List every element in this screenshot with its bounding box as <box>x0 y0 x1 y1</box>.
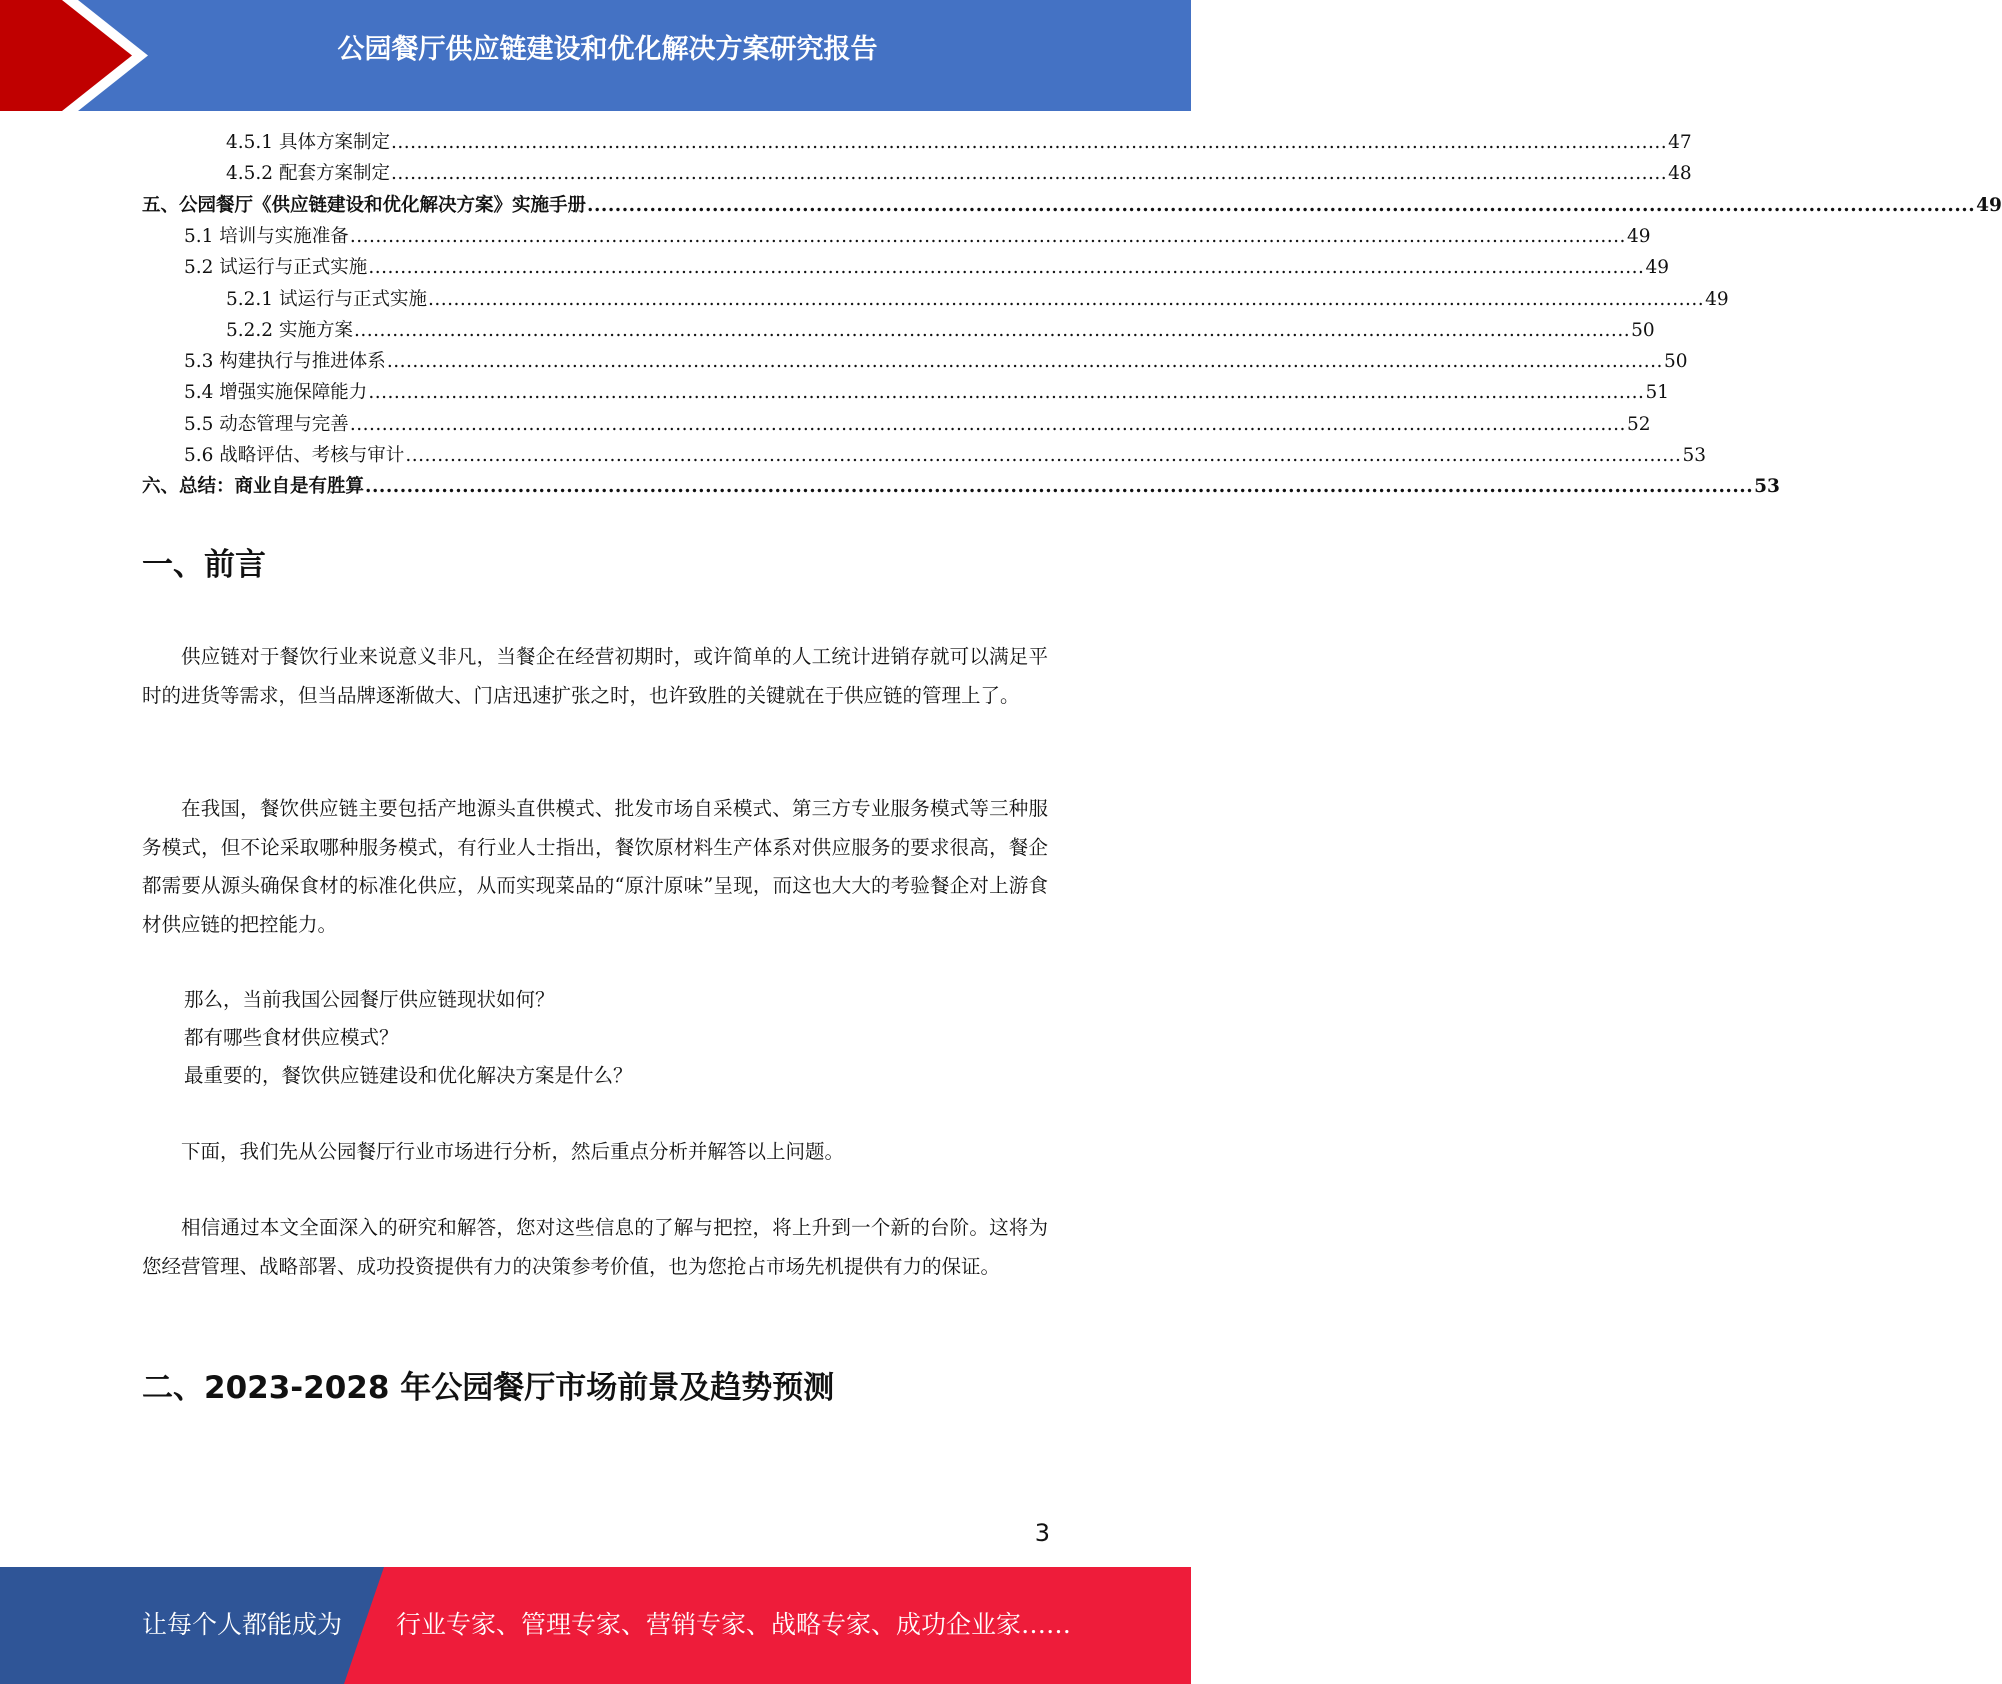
toc-entry[interactable] <box>184 346 1688 377</box>
footer-slogan-right: 行业专家、管理专家、营销专家、战略专家、成功企业家…… <box>396 1610 1072 1639</box>
preface-paragraph: 相信通过本文全面深入的研究和解答，您对这些信息的了解与把控，将上升到一个新的台阶。这将为您经营管理、战略部署、成功投资提供有力的决策参考价值，也为您抢占市场先机提供有力的保证。 <box>142 1216 1048 1278</box>
preface-heading: 一、前言 <box>142 547 266 583</box>
toc-entry-page: 50 <box>1631 319 1655 341</box>
market-outlook-heading: 二、2023-2028 年公园餐厅市场前景及趋势预测 <box>142 1370 835 1406</box>
preface-paragraph: 在我国，餐饮供应链主要包括产地源头直供模式、批发市场自采模式、第三方专业服务模式等三种服务模式，但不论采取哪种服务模式，有行业人士指出，餐饮原材料生产体系对供应服务的要求很高，餐企都需要从源头确保食材的标准化供应，从而实现菜品的“原汁原味”呈现，而这也大大的考验餐企对上游食材供应链的把控能力。 <box>142 797 1048 936</box>
toc-leader-dots: ........................................................................................................................................................................................................ <box>390 163 1668 185</box>
toc-leader-dots: ........................................................................................................................................................................................................ <box>587 194 1976 216</box>
toc-leader-dots: ........................................................................................................................................................................................................ <box>349 225 1626 247</box>
footer-slogan-left: 让每个人都能成为 <box>142 1610 343 1639</box>
preface-paragraph: 供应链对于餐饮行业来说意义非凡，当餐企在经营初期时，或许简单的人工统计进销存就可以满足平时的进货等需求，但当品牌逐渐做大、门店迅速扩张之时，也许致胜的关键就在于供应链的管理上了。 <box>142 645 1048 707</box>
toc-leader-dots: ........................................................................................................................................................................................................ <box>427 288 1705 310</box>
toc-leader-dots: ........................................................................................................................................................................................................ <box>405 445 1682 466</box>
toc-entry[interactable] <box>226 284 1729 315</box>
toc-leader-dots: ........................................................................................................................................................................................................ <box>349 413 1626 435</box>
toc-entry-label: 六、总结：商业自是有胜算 <box>142 476 365 498</box>
footer-banner <box>0 1567 1191 1684</box>
toc-entry-label: 4.5.2 配套方案制定 <box>226 163 390 185</box>
toc-entry-label: 五、公园餐厅《供应链建设和优化解决方案》实施手册 <box>142 194 587 216</box>
toc-entry-page: 49 <box>1626 225 1651 247</box>
toc-entry-label: 5.2.2 实施方案 <box>226 319 353 341</box>
toc-entry-label: 5.2.1 试运行与正式实施 <box>226 288 427 310</box>
toc-entry-label: 5.2 试运行与正式实施 <box>184 257 368 279</box>
toc-entry-page: 47 <box>1668 132 1692 153</box>
toc-leader-dots: ........................................................................................................................................................................................................ <box>386 351 1663 373</box>
preface-paragraph: 下面，我们先从公园餐厅行业市场进行分析，然后重点分析并解答以上问题。 <box>181 1140 845 1163</box>
toc-leader-dots: ........................................................................................................................................................................................................ <box>365 476 1754 498</box>
toc-entry[interactable] <box>184 409 1651 440</box>
toc-entry[interactable] <box>184 252 1669 283</box>
question-line: 那么，当前我国公园餐厅供应链现状如何？ <box>184 988 555 1011</box>
toc-leader-dots: ........................................................................................................................................................................................................ <box>390 132 1668 153</box>
toc-entry-page: 49 <box>1705 288 1729 310</box>
toc-leader-dots: ........................................................................................................................................................................................................ <box>353 319 1631 341</box>
toc-entry[interactable] <box>226 315 1655 346</box>
toc-entry-label: 5.1 培训与实施准备 <box>184 225 349 247</box>
toc-entry-page: 48 <box>1668 163 1692 185</box>
toc-entry[interactable] <box>184 221 1651 252</box>
page-number: 3 <box>1034 1519 1050 1547</box>
toc-leader-dots: ........................................................................................................................................................................................................ <box>368 382 1645 404</box>
toc-entry-page: 50 <box>1663 351 1688 373</box>
toc-entry-page: 53 <box>1754 476 1780 498</box>
toc-entry-page: 52 <box>1626 413 1651 435</box>
toc-entry-page: 53 <box>1682 445 1706 466</box>
toc-entry[interactable] <box>184 377 1669 408</box>
toc-entry-label: 5.4 增强实施保障能力 <box>184 382 368 404</box>
document-title: 公园餐厅供应链建设和优化解决方案研究报告 <box>337 34 878 65</box>
toc-leader-dots: ........................................................................................................................................................................................................ <box>368 257 1645 279</box>
toc-entry-page: 49 <box>1976 194 2002 216</box>
toc-entry[interactable] <box>142 190 2002 221</box>
toc-entry-label: 4.5.1 具体方案制定 <box>226 132 390 153</box>
toc-entry-label: 5.6 战略评估、考核与审计 <box>184 445 405 466</box>
toc-entry[interactable] <box>142 471 1780 502</box>
toc-entry[interactable] <box>184 440 1706 471</box>
toc-entry-label: 5.5 动态管理与完善 <box>184 413 349 435</box>
question-line: 最重要的，餐饮供应链建设和优化解决方案是什么？ <box>184 1064 633 1087</box>
toc-entry[interactable] <box>226 127 1692 158</box>
toc-entry-page: 49 <box>1645 257 1669 279</box>
toc-entry-label: 5.3 构建执行与推进体系 <box>184 351 386 373</box>
toc-entry-page: 51 <box>1645 382 1669 404</box>
toc-entry[interactable] <box>226 158 1692 189</box>
header-banner <box>0 0 1191 111</box>
question-line: 都有哪些食材供应模式？ <box>184 1026 399 1049</box>
